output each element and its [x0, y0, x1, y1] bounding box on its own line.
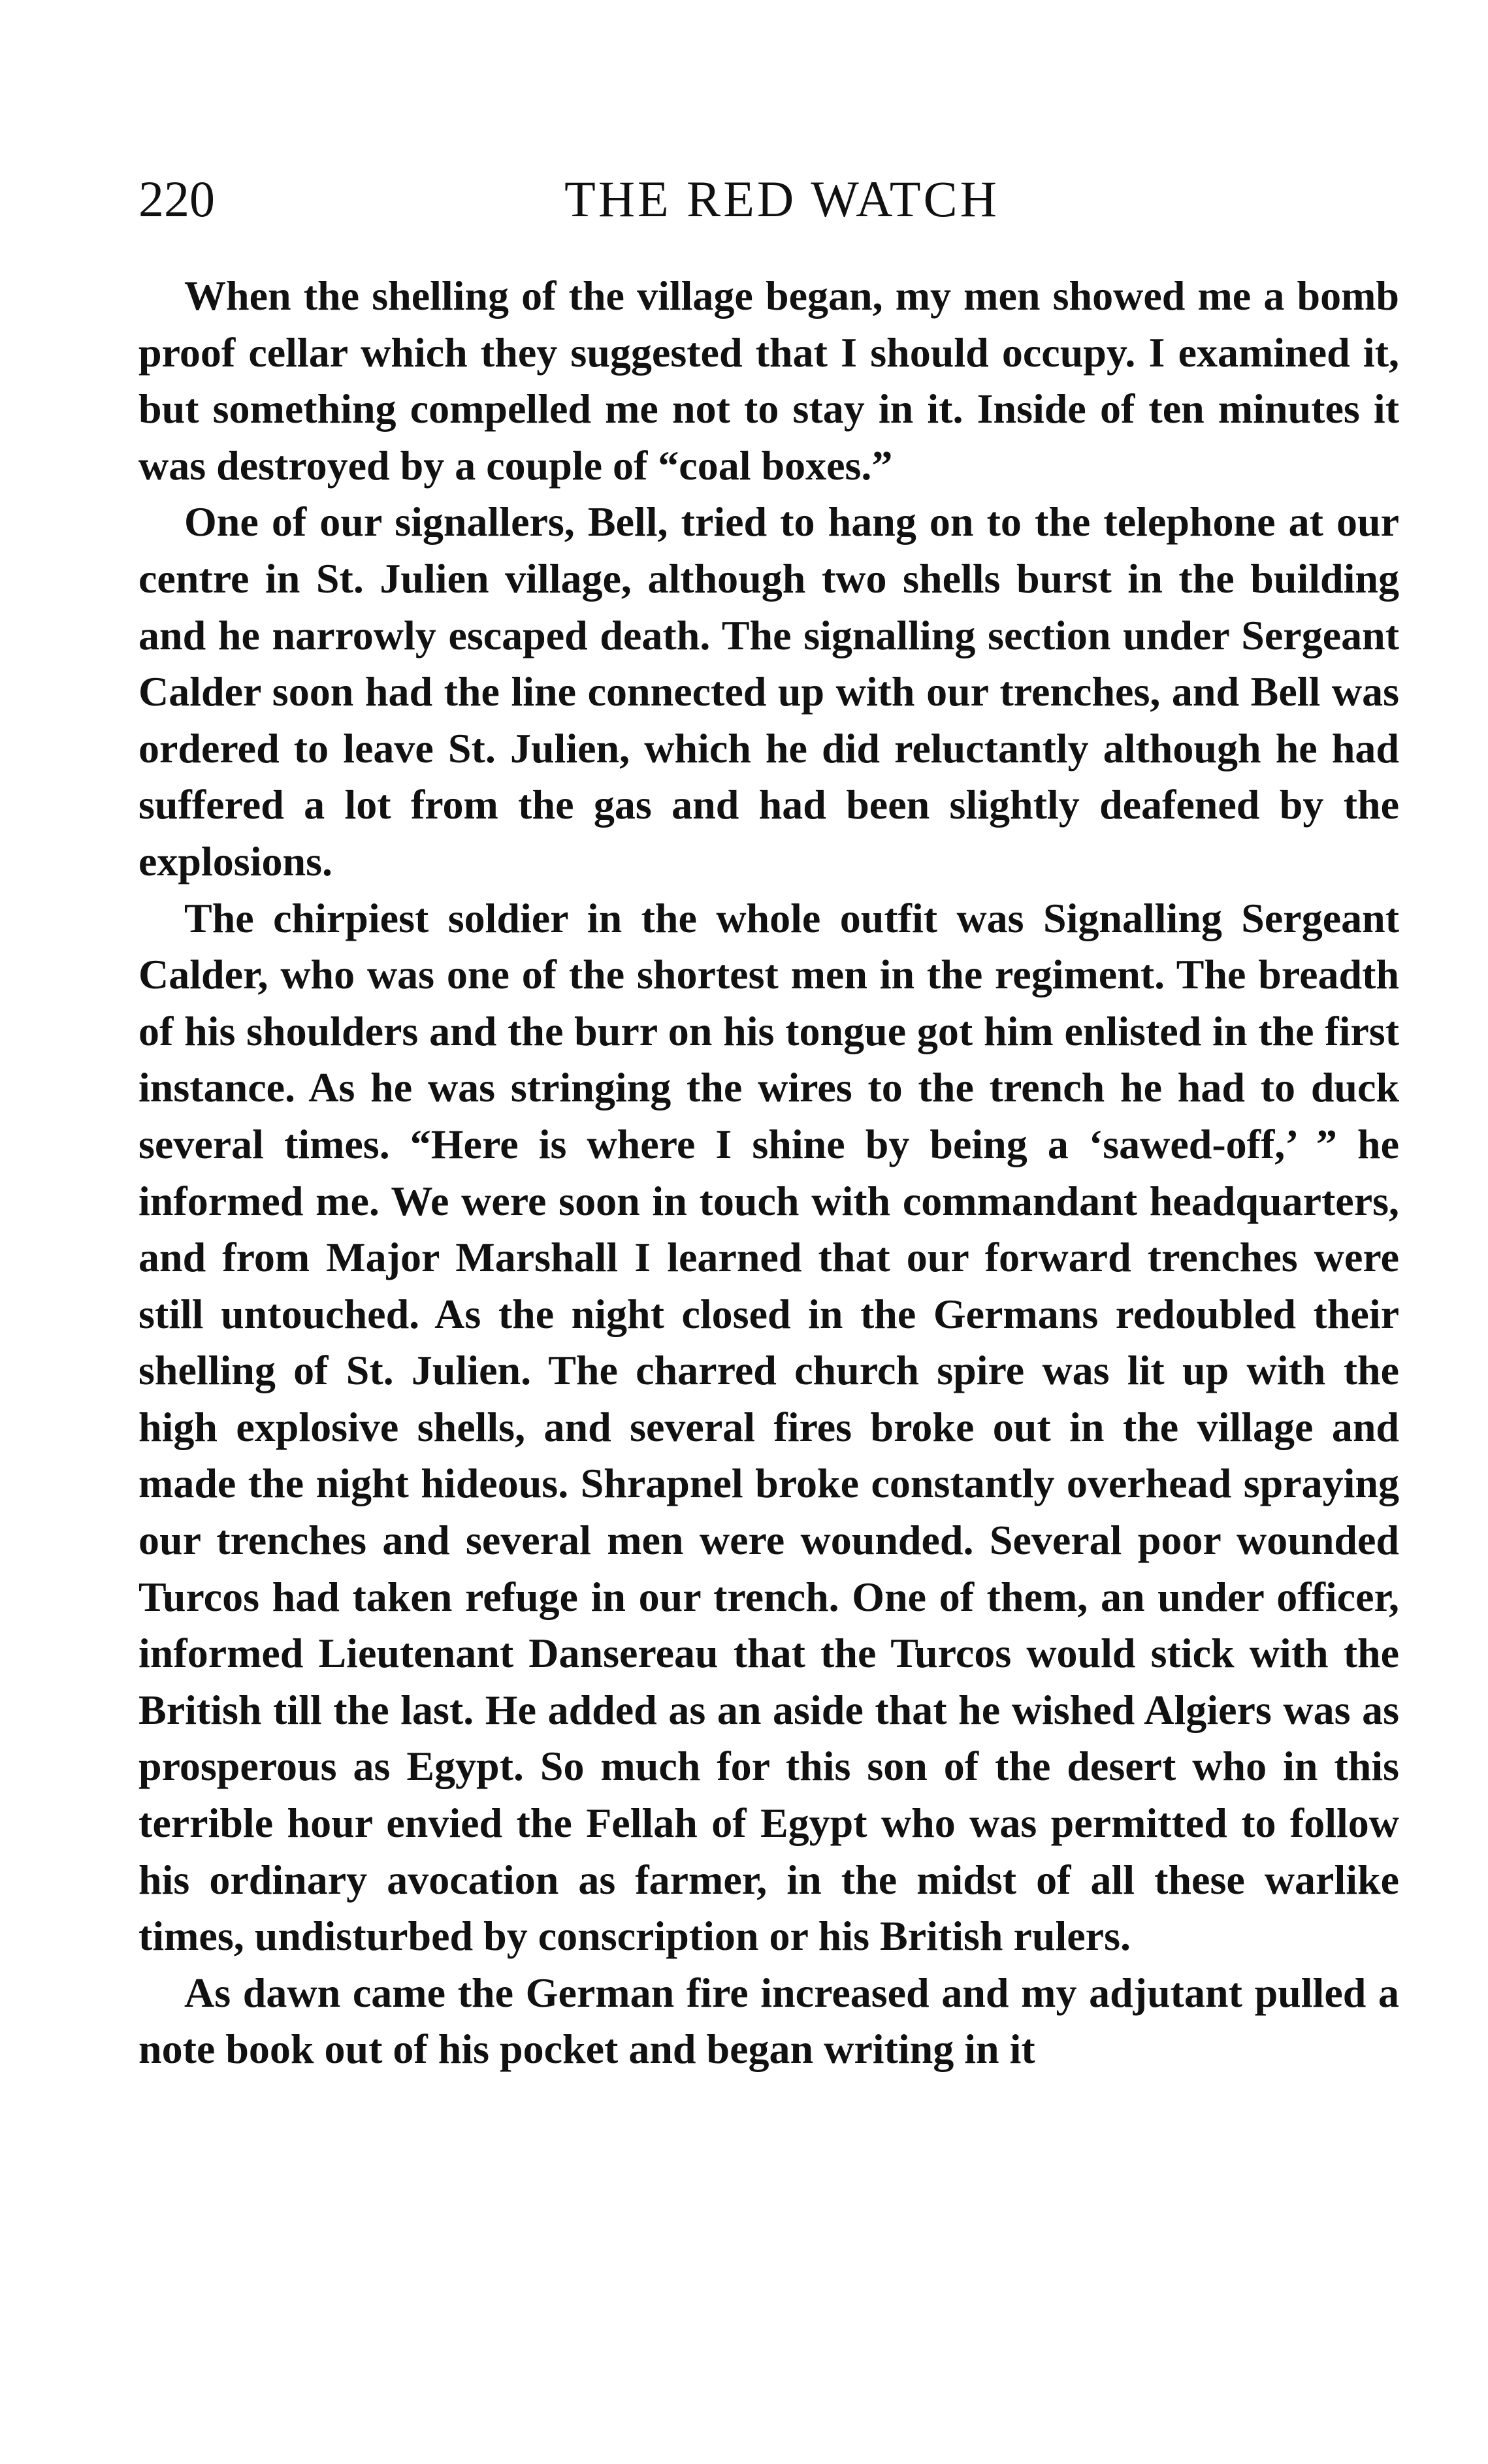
page-header	[138, 163, 1399, 235]
body-text	[138, 268, 1399, 2078]
paragraph-4: As dawn came the German fire increased and my adjutant pulled a note book out of his pocket and began writing in it	[138, 1969, 1399, 2073]
page-number: 220	[138, 170, 215, 227]
paragraph-3: The chirpiest soldier in the whole outfit was Signalling Sergeant Calder, who was one of the shortest men in the regiment. The breadth of his shoulders and the burr on his tongue got him enlisted in the first instance. As he was stringing the wires to the trench he had to duck several times. “Here is where I shine by being a ‘sawed-off,’ ” he informed me. We were soon in touch with commandant headquarters, and from Major Marshall I learned that our forward trenches were still untouched. As the night closed in the Germans redoubled their shelling of St. Julien. The charred church spire was lit up with the high explosive shells, and several fires broke out in the village and made the night hideous. Shrapnel broke constantly overhead spraying our trenches and several men were wounded. Several poor wounded Turcos had taken refuge in our trench. One of them, an under officer, informed Lieutenant Dansereau that the Turcos would stick with the British till the last. He added as an aside that he wished Algiers was as prosperous as Egypt. So much for this son of the desert who in this terrible hour envied the Fellah of Egypt who was permitted to follow his ordinary avocation as farmer, in the midst of all these warlike times, undisturbed by conscription or his British rulers.	[138, 894, 1399, 1960]
running-head: THE RED WATCH	[564, 170, 999, 227]
paragraph-1: When the shelling of the village began, my men showed me a bomb proof cellar which they suggested that I should occupy. I examined it, but something compelled me not to stay in it. Inside of ten minutes it was destroyed by a couple of “coal boxes.”	[138, 272, 1399, 489]
paragraph-2: One of our signallers, Bell, tried to hang on to the telephone at our centre in St. Julien village, although two shells burst in the building and he narrowly escaped death. The signalling section under Sergeant Calder soon had the line connected up with our trenches, and Bell was ordered to leave St. Julien, which he did reluctantly although he had suffered a lot from the gas and had been slightly deafened by the explosions.	[138, 498, 1399, 884]
